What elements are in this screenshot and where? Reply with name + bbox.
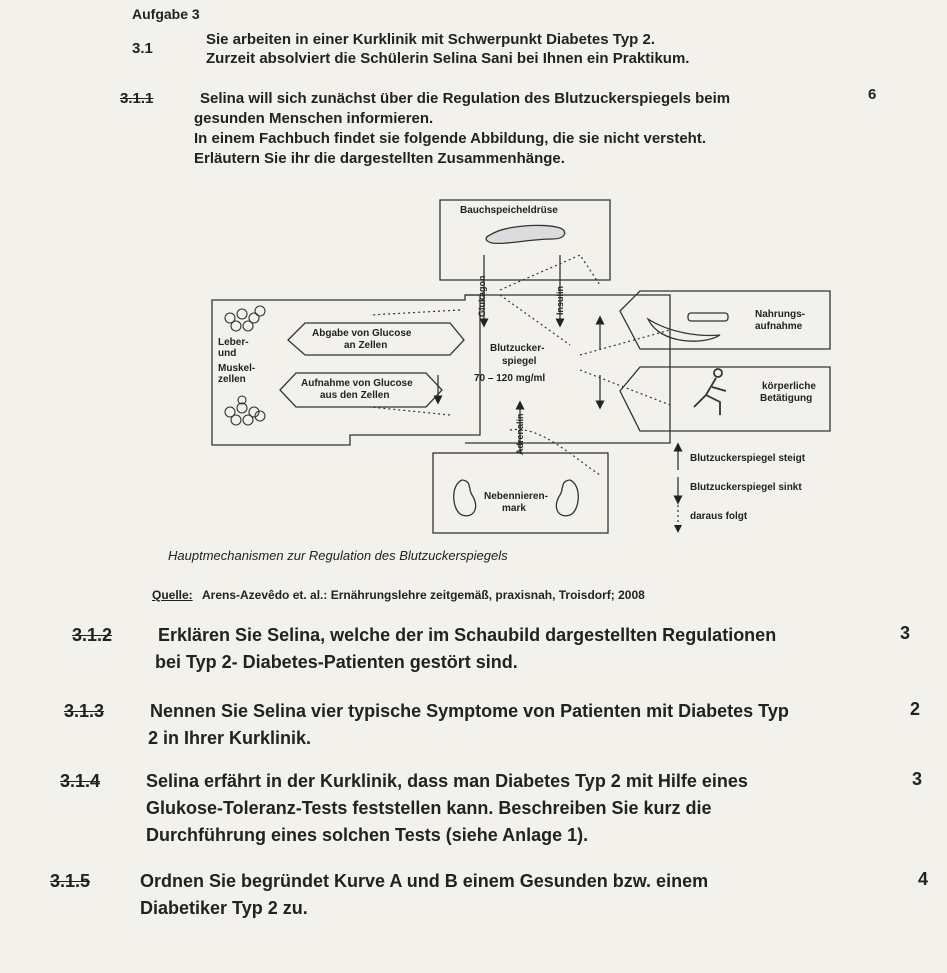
intro-line-1: Sie arbeiten in einer Kurklinik mit Schwerpunkt Diabetes Typ 2. — [206, 31, 656, 48]
question-number-314: 3.1.4 — [60, 771, 101, 791]
points-311: 6 — [868, 86, 877, 103]
intro-line-2: Zurzeit absolviert die Schülerin Selina Sani bei Ihnen ein Praktikum. — [206, 50, 690, 67]
points-314: 3 — [912, 769, 923, 789]
task-number: 3.1 — [132, 40, 153, 57]
liver-label-3: Muskel- — [218, 363, 256, 374]
dotted-link-4 — [580, 330, 670, 355]
food-icon — [648, 313, 728, 341]
dotted-link-7 — [370, 407, 450, 415]
question-number-311: 3.1.1 — [120, 90, 154, 107]
pancreas-icon — [486, 225, 565, 243]
liver-label-2: und — [218, 348, 237, 359]
uptake-label-2: aus den Zellen — [320, 390, 390, 401]
blood-sugar-diagram — [200, 195, 840, 540]
question-311-line-1: Selina will sich zunächst über die Regulation des Blutzuckerspiegels beim — [200, 90, 731, 107]
dotted-link-3 — [370, 310, 460, 315]
adrenalin-label: Adrenalin — [515, 413, 525, 455]
question-314-line-2: Glukose-Toleranz-Tests feststellen kann. Beschreiben Sie kurz die — [146, 798, 712, 818]
question-313-line-2: 2 in Ihrer Kurklinik. — [148, 728, 312, 748]
source-text: Arens-Azevêdo et. al.: Ernährungslehre zeitgemäß, praxisnah, Troisdorf; 2008 — [202, 588, 645, 602]
food-intake-label-2: aufnahme — [755, 321, 803, 332]
blood-sugar-range: 70 – 120 mg/ml — [474, 373, 546, 384]
food-intake-label-1: Nahrungs- — [755, 309, 805, 320]
question-number-312: 3.1.2 — [72, 625, 113, 645]
release-label-1: Abgabe von Glucose — [312, 328, 412, 339]
question-311-line-4: Erläutern Sie ihr die dargestellten Zusammenhänge. — [194, 150, 565, 167]
points-312: 3 — [900, 623, 911, 643]
question-311-line-2: gesunden Menschen informieren. — [194, 110, 434, 127]
question-313-line-1: Nennen Sie Selina vier typische Symptome von Patienten mit Diabetes Typ — [150, 701, 789, 721]
pancreas-label: Bauchspeicheldrüse — [460, 205, 558, 216]
question-315-line-2: Diabetiker Typ 2 zu. — [140, 898, 308, 918]
points-313: 2 — [910, 699, 921, 719]
question-314-line-1: Selina erfährt in der Kurklinik, dass man Diabetes Typ 2 mit Hilfe eines — [146, 771, 748, 791]
adrenal-label-2: mark — [502, 503, 526, 514]
question-311-line-3: In einem Fachbuch findet sie folgende Abbildung, die sie nicht versteht. — [194, 130, 707, 147]
source-label: Quelle: — [152, 588, 193, 602]
question-312-line-1: Erklären Sie Selina, welche der im Schaubild dargestellten Regulationen — [158, 625, 777, 645]
adrenal-label-1: Nebennieren- — [484, 491, 548, 502]
kidney-right-icon — [556, 480, 578, 516]
glukagon-label: Glukagon — [477, 275, 487, 317]
uptake-label-1: Aufnahme von Glucose — [301, 378, 413, 389]
question-number-315: 3.1.5 — [50, 871, 91, 891]
liver-label-4: zellen — [218, 374, 246, 385]
liver-label-1: Leber- — [218, 337, 249, 348]
legend-fall: Blutzuckerspiegel sinkt — [690, 482, 802, 493]
question-315-line-1: Ordnen Sie begründet Kurve A und B einem Gesunden bzw. einem — [140, 871, 709, 891]
task-title: Aufgabe 3 — [132, 6, 200, 22]
legend-follows: daraus folgt — [690, 511, 748, 522]
question-312-line-2: bei Typ 2- Diabetes-Patienten gestört sind. — [155, 652, 518, 672]
legend-rise: Blutzuckerspiegel steigt — [690, 453, 806, 464]
blood-sugar-label-1: Blutzucker- — [490, 343, 545, 354]
question-number-313: 3.1.3 — [64, 701, 105, 721]
points-315: 4 — [918, 869, 929, 889]
release-label-2: an Zellen — [344, 340, 388, 351]
person-icon — [694, 369, 726, 415]
question-314-line-3: Durchführung eines solchen Tests (siehe Anlage 1). — [146, 825, 589, 845]
central-frame — [465, 295, 670, 443]
insulin-label: Insulin — [555, 286, 565, 315]
kidney-left-icon — [454, 480, 476, 516]
blood-sugar-label-2: spiegel — [502, 356, 537, 367]
dotted-link-1 — [500, 255, 600, 290]
activity-label-2: Betätigung — [760, 393, 813, 404]
diagram-caption: Hauptmechanismen zur Regulation des Blutzuckerspiegels — [168, 548, 508, 563]
activity-label-1: körperliche — [762, 381, 816, 392]
food-intake-box — [620, 291, 830, 349]
